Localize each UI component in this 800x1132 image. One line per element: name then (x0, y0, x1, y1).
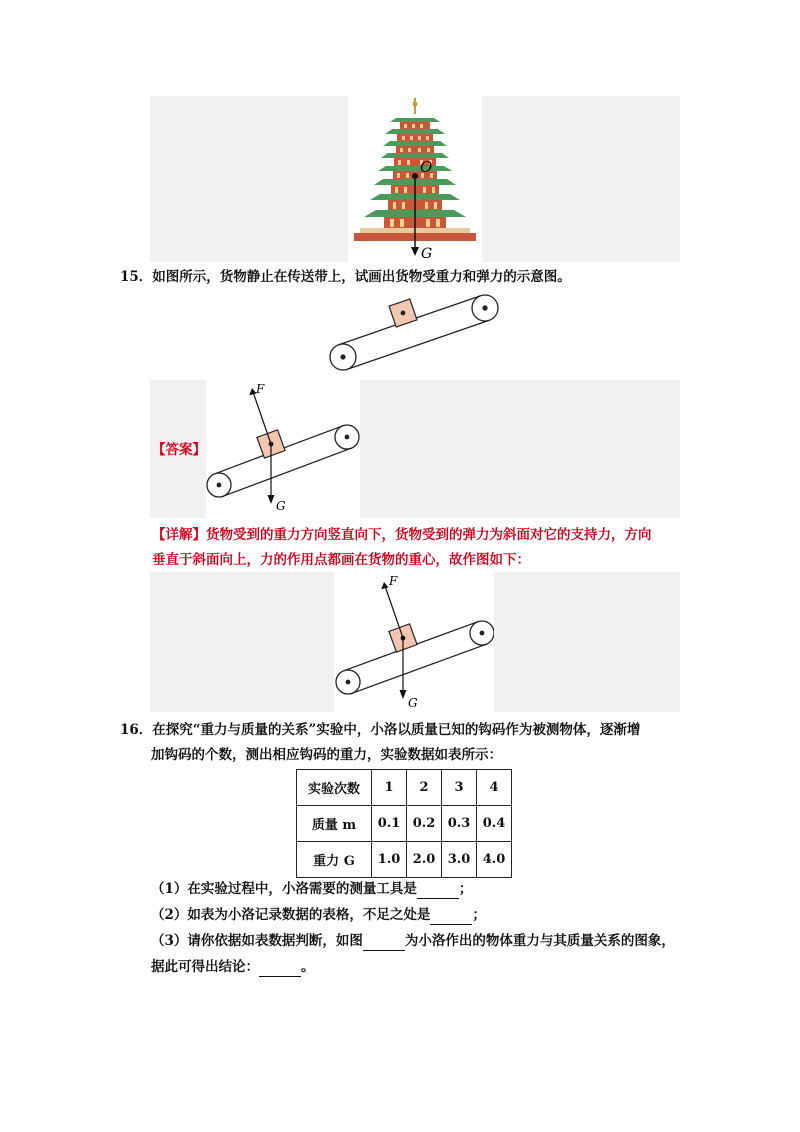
table-cell: 0.2 (407, 806, 442, 842)
table-cell: 3.0 (442, 842, 477, 878)
answer-f-label: F (256, 382, 265, 396)
table-cell: 4.0 (477, 842, 512, 878)
answer-blank[interactable] (417, 882, 459, 899)
detail-figure (334, 572, 494, 712)
answer-blank[interactable] (363, 934, 405, 951)
q16-sub2: （2）如表为小洛记录数据的表格，不足之处是 ； (151, 907, 486, 923)
q15-question (120, 267, 571, 287)
q15-text: 如图所示，货物静止在传送带上，试画出货物受重力和弹力的示意图。 (152, 269, 571, 285)
answer-blank[interactable] (259, 960, 301, 977)
answer-g-label: G (276, 499, 286, 513)
detail-line2: 垂直于斜面向上，力的作用点都画在货物的重心，故作图如下： (152, 552, 530, 568)
table-cell: 重力 G (297, 842, 372, 878)
table-cell: 0.1 (372, 806, 407, 842)
q16-intro-line2: 加钩码的个数，测出相应钩码的重力，实验数据如表所示： (151, 747, 502, 763)
table-cell: 1 (372, 770, 407, 806)
q16-sub1: （1）在实验过程中，小洛需要的测量工具是 ； (151, 881, 473, 897)
detail-line1: 【详解】货物受到的重力方向竖直向下，货物受到的弹力为斜面对它的支持力，方向 (152, 527, 652, 543)
table-cell: 0.4 (477, 806, 512, 842)
answer-tag: 【答案】 (152, 442, 206, 458)
q16-intro-line1: 16．在探究“重力与质量的关系”实验中，小洛以质量已知的钩码作为被测物体，逐渐增 (120, 722, 641, 738)
q16-sub3: （3）请你依据如表数据判断，如图 为小洛作出的物体重力与其质量关系的图象， (151, 933, 675, 949)
table-cell: 质量 m (297, 806, 372, 842)
q16-number: 16． (120, 722, 153, 738)
table-row (297, 842, 512, 878)
q16-sub3-line2: 据此可得出结论： 。 (151, 959, 315, 975)
table-cell: 1.0 (372, 842, 407, 878)
answer-figure (206, 380, 360, 518)
detail-g-label: G (408, 696, 418, 710)
conveyor-figure (324, 287, 504, 377)
table-cell: 0.3 (442, 806, 477, 842)
table-cell: 4 (477, 770, 512, 806)
gravity-g-label: G (421, 246, 433, 262)
center-point (412, 173, 418, 179)
q15-number: 15． (120, 269, 153, 285)
detail-tag: 【详解】 (152, 527, 206, 543)
table-row (297, 770, 512, 806)
detail-f-label: F (389, 574, 398, 588)
pagoda-figure (348, 96, 482, 262)
answer-blank[interactable] (430, 908, 472, 925)
table-cell: 2.0 (407, 842, 442, 878)
table-row (297, 806, 512, 842)
table-cell: 实验次数 (297, 770, 372, 806)
data-table (296, 769, 512, 878)
point-o-label: O (420, 158, 433, 176)
table-cell: 3 (442, 770, 477, 806)
table-cell: 2 (407, 770, 442, 806)
